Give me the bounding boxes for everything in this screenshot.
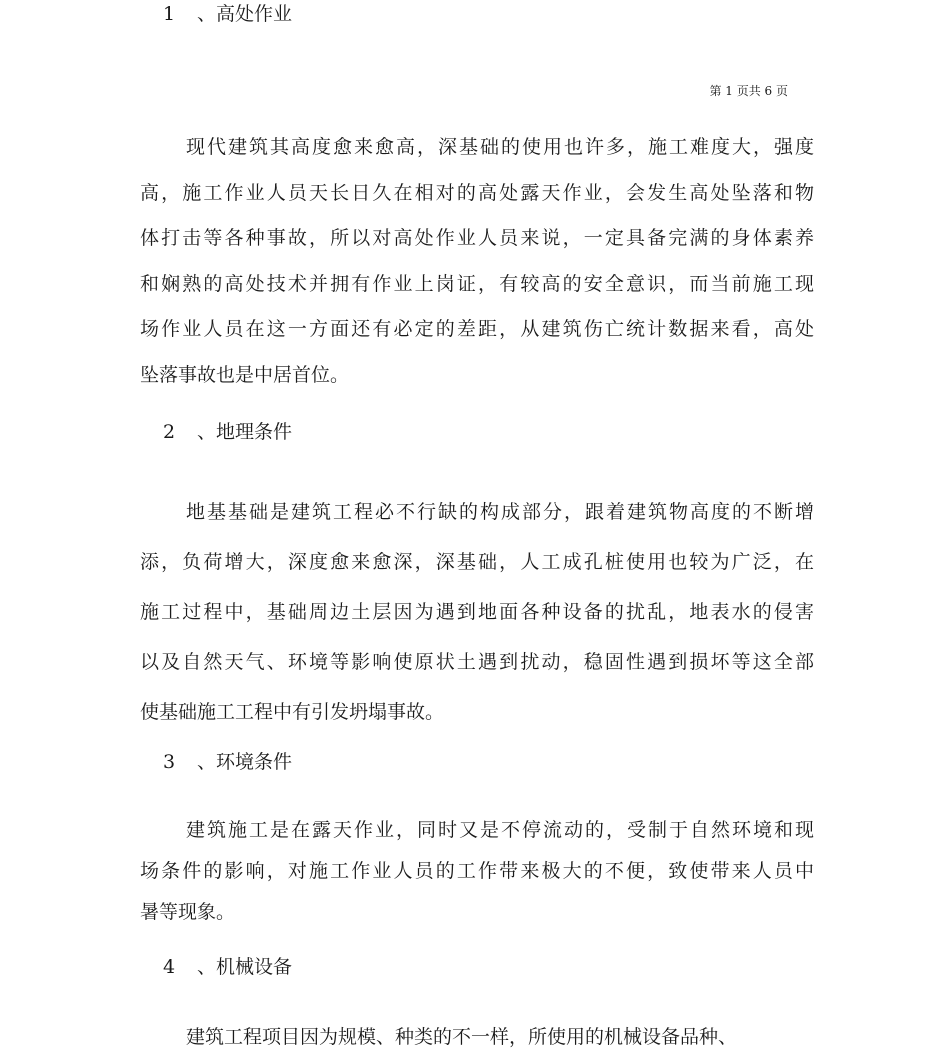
paragraph-line: 现代建筑其高度愈来愈高，深基础的使用也许多，施工难度大，强度 (186, 136, 814, 158)
section-paragraph-3 (140, 810, 814, 933)
paragraph-line: 添，负荷增大，深度愈来愈深，深基础，人工成孔桩使用也较为广泛，在 (140, 551, 814, 573)
paragraph-line: 建筑工程项目因为规模、种类的不一样，所使用的机械设备品种、 (186, 1026, 738, 1048)
section-title: 、机械设备 (197, 956, 293, 978)
section-title: 、高处作业 (197, 3, 293, 25)
paragraph-line: 体打击等各种事故，所以对高处作业人员来说，一定具备完满的身体素养 (140, 227, 814, 250)
paragraph-line: 地基基础是建筑工程必不行缺的构成部分，跟着建筑物高度的不断增 (186, 501, 814, 523)
paragraph-line: 场条件的影响，对施工作业人员的工作带来极大的不便，致使带来人员中 (140, 860, 814, 882)
section-paragraph-2 (140, 487, 814, 737)
paragraph-line: 坠落事故也是中居首位。 (140, 363, 350, 386)
section-heading-2 (163, 420, 292, 444)
paragraph-line: 场作业人员在这一方面还有必定的差距，从建筑伤亡统计数据来看，高处 (140, 318, 814, 341)
section-number: 2 (163, 421, 176, 443)
section-heading-1 (163, 2, 292, 26)
section-title: 、环境条件 (197, 751, 293, 773)
section-number: 1 (163, 3, 176, 25)
section-heading-4 (163, 955, 292, 979)
section-title: 、地理条件 (197, 421, 293, 443)
paragraph-line: 施工过程中，基础周边土层因为遇到地面各种设备的扰乱，地表水的侵害 (140, 601, 814, 623)
paragraph-line: 暑等现象。 (140, 901, 236, 923)
section-heading-3 (163, 750, 292, 774)
section-number: 4 (163, 956, 176, 978)
paragraph-line: 以及自然天气、环境等影响使原状土遇到扰动，稳固性遇到损坏等这全部 (140, 651, 814, 673)
page-indicator: 第 1 页共 6 页 (709, 84, 788, 98)
paragraph-line: 建筑施工是在露天作业，同时又是不停流动的，受制于自然环境和现 (186, 819, 814, 841)
section-number: 3 (163, 751, 176, 773)
section-paragraph-4 (140, 1015, 814, 1060)
paragraph-line: 使基础施工工程中有引发坍塌事故。 (140, 701, 445, 723)
section-paragraph-1 (140, 125, 814, 399)
paragraph-line: 和娴熟的高处技术并拥有作业上岗证，有较高的安全意识，而当前施工现 (140, 272, 814, 295)
paragraph-line: 高，施工作业人员天长日久在相对的高处露天作业，会发生高处坠落和物 (140, 181, 814, 204)
